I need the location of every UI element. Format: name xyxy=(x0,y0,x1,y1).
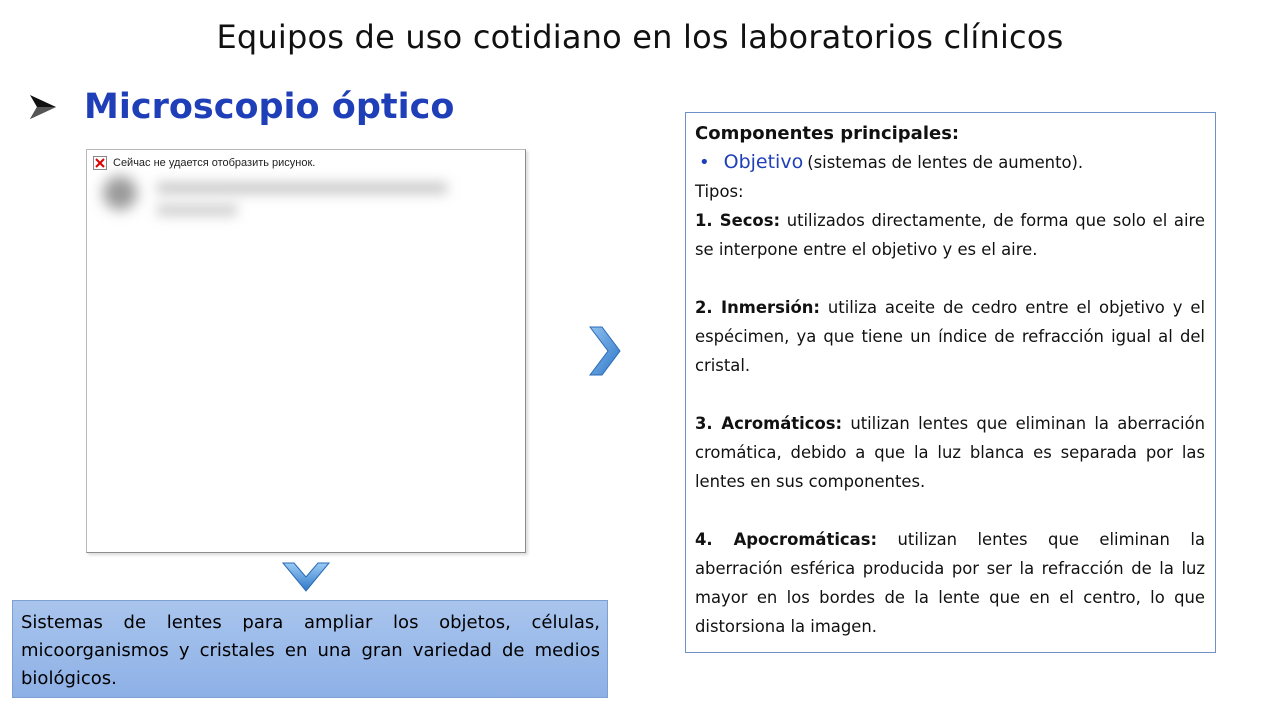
objetivo-label: Objetivo xyxy=(723,151,804,173)
type-label: 4. Apocromáticas: xyxy=(695,530,878,549)
components-panel xyxy=(685,112,1216,653)
type-label: 3. Acromáticos: xyxy=(695,414,843,433)
broken-image-text: Сейчас не удается отобразить рисунок. xyxy=(113,157,316,169)
type-item xyxy=(695,206,1205,264)
type-item xyxy=(695,293,1205,380)
objetivo-item xyxy=(699,148,1205,177)
heading-text: Microscopio óptico xyxy=(84,87,455,127)
broken-image-notice xyxy=(93,156,315,170)
broken-image-icon xyxy=(93,156,107,170)
type-item xyxy=(695,525,1205,641)
blurred-text-line xyxy=(157,182,447,194)
type-text: utilizan lentes que eliminan la aberración esférica producida por ser la refracción de la luz mayor en los bordes de la lente que en el centro, lo que distorsiona la imagen. xyxy=(695,530,1206,636)
type-label: 1. Secos: xyxy=(695,211,781,230)
chevron-down-icon xyxy=(282,561,330,593)
description-box: Sistemas de lentes para ampliar los objetos, células, micoorganismos y cristales en una gran variedad de medios biológicos. xyxy=(12,600,608,698)
type-label: 2. Inmersión: xyxy=(695,298,820,317)
objetivo-description: (sistemas de lentes de aumento). xyxy=(807,153,1084,172)
slide-title: Equipos de uso cotidiano en los laboratorios clínicos xyxy=(216,18,1064,56)
image-placeholder xyxy=(86,149,526,553)
components-title: Componentes principales: xyxy=(695,123,960,144)
type-item xyxy=(695,409,1205,496)
type-text: utilizados directamente, de forma que solo el aire se interpone entre el objetivo y es el aire. xyxy=(695,211,1205,259)
section-heading xyxy=(28,82,454,132)
type-text: utilizan lentes que eliminan la aberración cromática, debido a que la luz blanca es separada por las lentes en sus componentes. xyxy=(695,414,1205,491)
bullet-dot: • xyxy=(699,152,710,173)
chevron-right-icon xyxy=(588,325,622,377)
tipos-label: Tipos: xyxy=(695,182,744,201)
blurred-text-line xyxy=(157,204,237,216)
arrow-bullet-icon xyxy=(28,92,58,122)
type-text: utiliza aceite de cedro entre el objetivo y el espécimen, ya que tiene un índice de refracción igual al del cristal. xyxy=(695,298,1205,375)
blurred-icon xyxy=(103,176,137,210)
